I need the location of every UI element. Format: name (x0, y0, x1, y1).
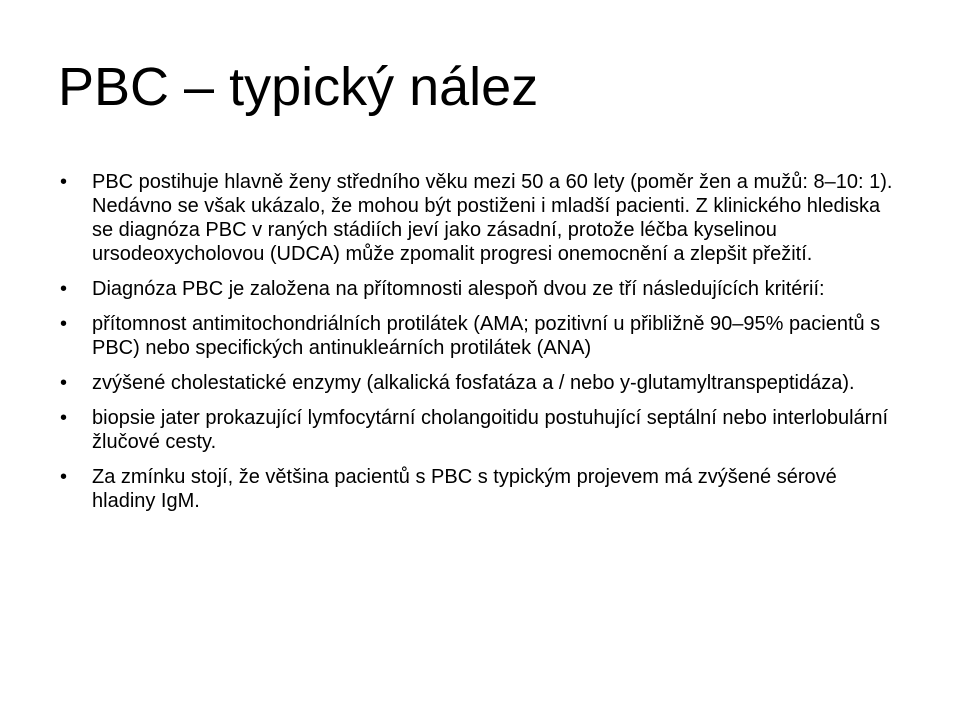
bullet-marker: • (60, 372, 68, 394)
bullet-item (60, 406, 905, 454)
bullet-marker: • (60, 407, 68, 429)
bullet-marker: • (60, 171, 68, 193)
bullet-item (60, 277, 905, 301)
bullet-text: Diagnóza PBC je založena na přítomnosti alespoň dvou ze tří následujících kritérií: (92, 278, 825, 300)
bullet-item (60, 371, 905, 395)
bullet-marker: • (60, 466, 68, 488)
bullet-text: Za zmínku stojí, že většina pacientů s PBC s typickým projevem má zvýšené sérové hladiny IgM. (92, 466, 837, 512)
bullet-list (60, 170, 905, 524)
slide-title: PBC – typický nález (58, 57, 539, 117)
bullet-text: biopsie jater prokazující lymfocytární cholangoitidu postuhující septální nebo interlobulární žlučové cesty. (92, 407, 889, 453)
bullet-text: PBC postihuje hlavně ženy středního věku mezi 50 a 60 lety (poměr žen a mužů: 8–10: 1). Nedávno se však ukázalo, že mohou být postiženi i mladší pacienti. Z klinického hlediska se diagnóza PBC v raných stádiích jeví jako zásadní, protože léčba kyselinou ursodeoxycholovou (UDCA) může zpomalit progresi onemocnění a zlepšit přežití. (92, 171, 893, 265)
bullet-marker: • (60, 313, 68, 335)
bullet-text: zvýšené cholestatické enzymy (alkalická fosfatáza a / nebo y-glutamyltranspeptidáza). (92, 372, 855, 394)
bullet-text: přítomnost antimitochondriálních protilátek (AMA; pozitivní u přibližně 90–95% pacientů s PBC) nebo specifických antinukleárních protilátek (ANA) (92, 313, 881, 359)
bullet-item (60, 465, 905, 513)
bullet-item (60, 170, 905, 266)
bullet-item (60, 312, 905, 360)
bullet-marker: • (60, 278, 68, 300)
